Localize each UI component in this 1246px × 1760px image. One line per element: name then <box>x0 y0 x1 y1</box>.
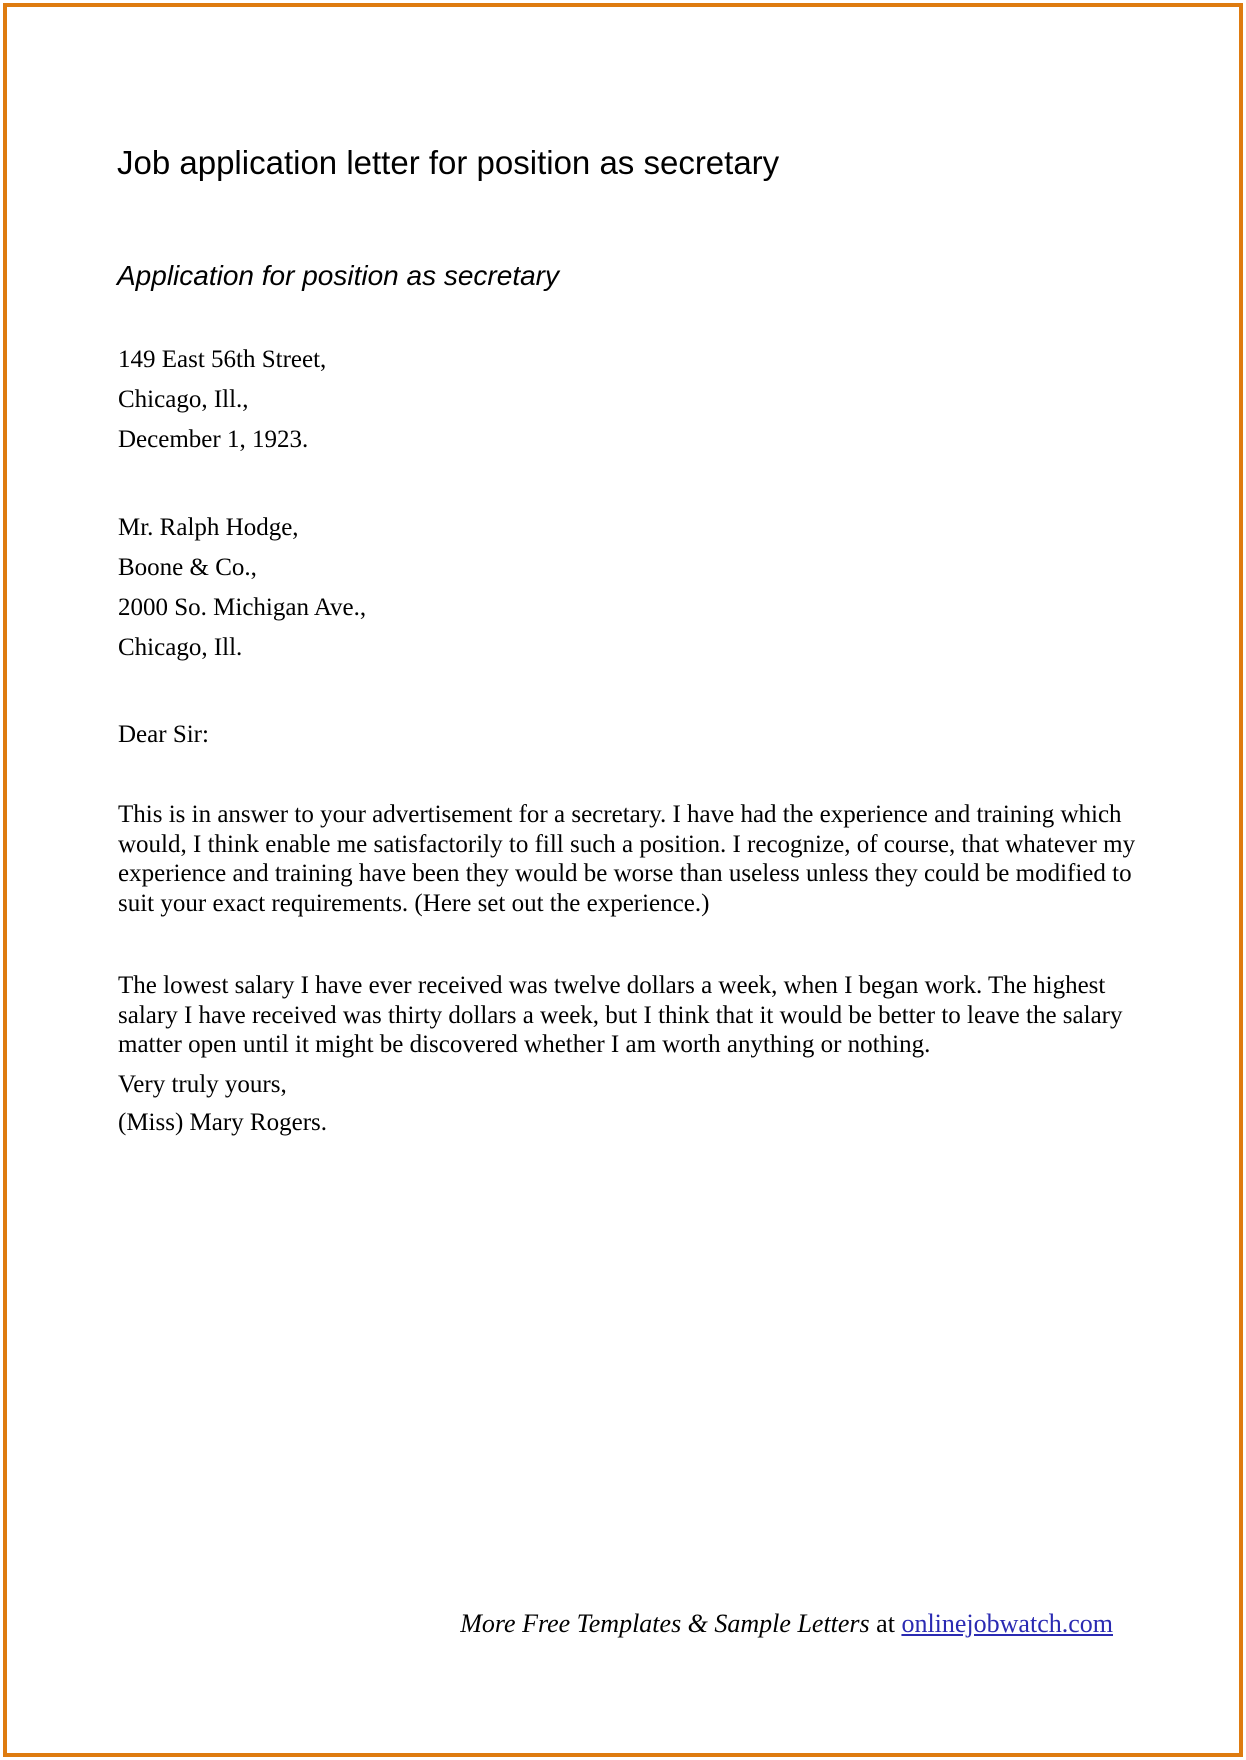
signature-name: (Miss) Mary Rogers. <box>118 1109 328 1136</box>
sender-address-block <box>118 340 326 460</box>
recipient-street: 2000 So. Michigan Ave., <box>118 594 367 621</box>
closing-phrase: Very truly yours, <box>118 1071 287 1098</box>
body-paragraph-2: The lowest salary I have ever received was twelve dollars a week, when I began work. The highest salary I have received was thirty dollars a week, but I think that it would be better to leave the salary matter open until it might be discovered whether I am worth anything or nothing. <box>118 972 1123 1058</box>
body-paragraph-1: This is in answer to your advertisement for a secretary. I have had the experience and training which would, I think enable me satisfactorily to fill such a position. I recognize, of course, that whatever my experience and training have been they would be worse than useless unless they could be modified to suit your exact requirements. (Here set out the experience.) <box>118 801 1136 917</box>
recipient-address-block <box>118 508 366 668</box>
footer-connector: at <box>869 1609 902 1638</box>
salutation: Dear Sir: <box>118 721 209 748</box>
page-title: Job application letter for position as secretary <box>117 144 780 181</box>
footer <box>0 1608 1113 1640</box>
recipient-name: Mr. Ralph Hodge, <box>118 514 299 541</box>
letter-date: December 1, 1923. <box>118 426 309 453</box>
footer-website-link[interactable]: onlinejobwatch.com <box>901 1609 1113 1638</box>
sender-city: Chicago, Ill., <box>118 386 249 413</box>
recipient-company: Boone & Co., <box>118 554 257 581</box>
letter-subtitle: Application for position as secretary <box>117 260 559 291</box>
recipient-city: Chicago, Ill. <box>118 634 243 661</box>
sender-street: 149 East 56th Street, <box>118 346 327 373</box>
footer-promo-text: More Free Templates & Sample Letters <box>460 1609 870 1638</box>
